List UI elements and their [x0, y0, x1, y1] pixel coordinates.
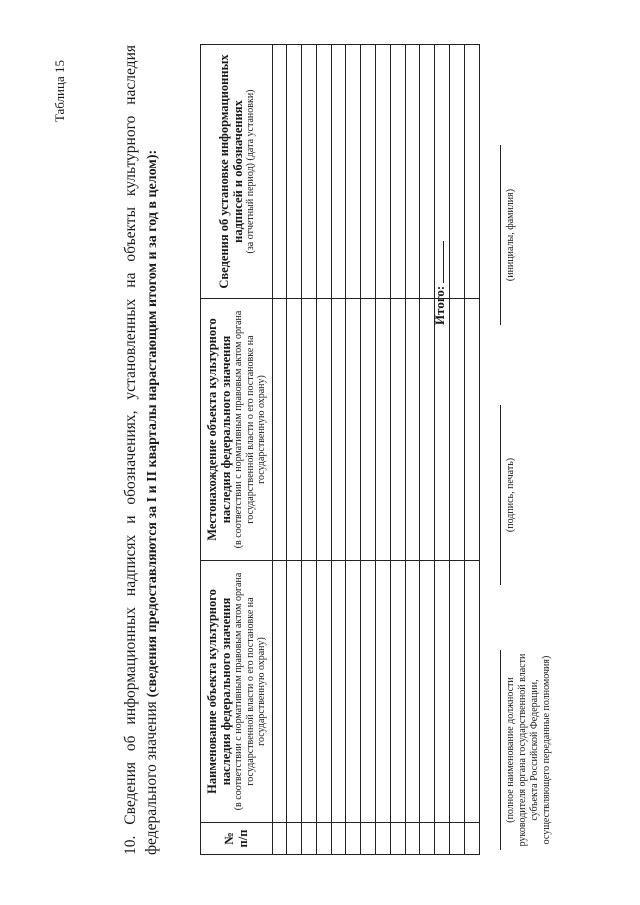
table-cell: [287, 299, 302, 561]
table-row: [450, 45, 465, 855]
header-location: [201, 299, 273, 561]
table-row: [420, 45, 435, 855]
table-cell: [346, 561, 361, 823]
table-cell: [390, 45, 405, 299]
table-cell: [420, 561, 435, 823]
table-row: [331, 45, 346, 855]
table-cell: [272, 45, 287, 299]
header-sign-info: [201, 45, 273, 299]
signature-caption: (полное наименование должности руководителя органа государственной власти субъекта Российской Федерации, осуществляющего переданные полномочия): [505, 653, 552, 847]
table-row: [287, 45, 302, 855]
heritage-signs-table: [200, 44, 480, 855]
table-cell: [405, 561, 420, 823]
table-label: Таблица 15: [52, 60, 67, 123]
header-number: [201, 823, 273, 855]
table-cell: [464, 299, 479, 561]
signature-caption: (инициалы, фамилия): [505, 188, 516, 282]
table-cell: [361, 823, 376, 855]
table-cell: [450, 45, 465, 299]
table-body: [272, 45, 479, 855]
table-row: [302, 45, 317, 855]
table-cell: [435, 299, 450, 561]
header-location-title: Местонахождение объекта культурного наследия федерального значения: [205, 318, 233, 541]
header-object-name-title: Наименование объекта культурного наследия федерального значения: [205, 589, 233, 794]
table-cell: [287, 823, 302, 855]
table-cell: [405, 823, 420, 855]
section-title-note: (сведения предоставляются за I и II кварталы нарастающим итогом и за год в целом):: [145, 149, 160, 698]
table-cell: [376, 561, 391, 823]
table-cell: [361, 299, 376, 561]
table-cell: [450, 561, 465, 823]
table-row: [316, 45, 331, 855]
table-cell: [272, 299, 287, 561]
section-title-text: 10. Сведения об информационных надписях и обозначениях, установленных на объекты культурного наследия федерального значения: [122, 45, 160, 855]
table-cell: [287, 561, 302, 823]
total-label: Итого:: [432, 285, 447, 325]
table-cell: [405, 299, 420, 561]
total-blank: [443, 241, 444, 283]
table-cell: [464, 561, 479, 823]
table-cell: [346, 45, 361, 299]
header-object-name: [201, 561, 273, 823]
table-header-row: [201, 45, 273, 855]
table-cell: [331, 823, 346, 855]
table-row: [361, 45, 376, 855]
table-cell: [376, 299, 391, 561]
table-cell: [390, 823, 405, 855]
table-cell: [331, 299, 346, 561]
table-cell: [272, 823, 287, 855]
table-cell: [316, 299, 331, 561]
table-row: [464, 45, 479, 855]
table-cell: [420, 299, 435, 561]
table-cell: [361, 45, 376, 299]
table-row: [405, 45, 420, 855]
table-cell: [302, 823, 317, 855]
header-location-note: (в соответствии с нормативным правовым актом органа государственной власти о его постановке на государственную охрану): [233, 310, 267, 549]
signature-name: [500, 145, 517, 325]
table-cell: [316, 45, 331, 299]
table-cell: [390, 561, 405, 823]
total-line: [432, 241, 448, 325]
table-cell: [302, 45, 317, 299]
table-row: [346, 45, 361, 855]
header-sign-info-note: (за отчетный период) (дата установки): [244, 89, 256, 254]
table-cell: [376, 823, 391, 855]
header-number-title: № п/п: [222, 829, 251, 848]
table-cell: [464, 823, 479, 855]
table-row: [390, 45, 405, 855]
table-row: [376, 45, 391, 855]
table-cell: [435, 823, 450, 855]
table-cell: [450, 299, 465, 561]
header-object-name-note: (в соответствии с нормативным правовым актом органа государственной власти о его постановке на государственную охрану): [233, 572, 267, 811]
section-title: [120, 45, 163, 855]
signature-sign: [500, 405, 517, 585]
table-cell: [435, 561, 450, 823]
table-cell: [346, 823, 361, 855]
table-cell: [302, 299, 317, 561]
table-cell: [390, 299, 405, 561]
table-cell: [316, 823, 331, 855]
signature-line: [500, 650, 501, 850]
table-cell: [361, 561, 376, 823]
table-cell: [420, 823, 435, 855]
table-cell: [346, 299, 361, 561]
table-cell: [464, 45, 479, 299]
table-cell: [287, 45, 302, 299]
table-row: [435, 45, 450, 855]
table-cell: [331, 45, 346, 299]
table-cell: [316, 561, 331, 823]
signature-position: [500, 650, 553, 850]
table-row: [272, 45, 287, 855]
table-cell: [450, 823, 465, 855]
signature-caption: (подпись, печать): [505, 457, 516, 533]
table-cell: [376, 45, 391, 299]
table-cell: [272, 561, 287, 823]
header-sign-info-title: Сведения об установке информационных надписей и обозначениях: [216, 54, 245, 289]
table-cell: [331, 561, 346, 823]
signature-line: [500, 405, 501, 585]
table-cell: [302, 561, 317, 823]
table-cell: [405, 45, 420, 299]
signature-line: [500, 145, 501, 325]
